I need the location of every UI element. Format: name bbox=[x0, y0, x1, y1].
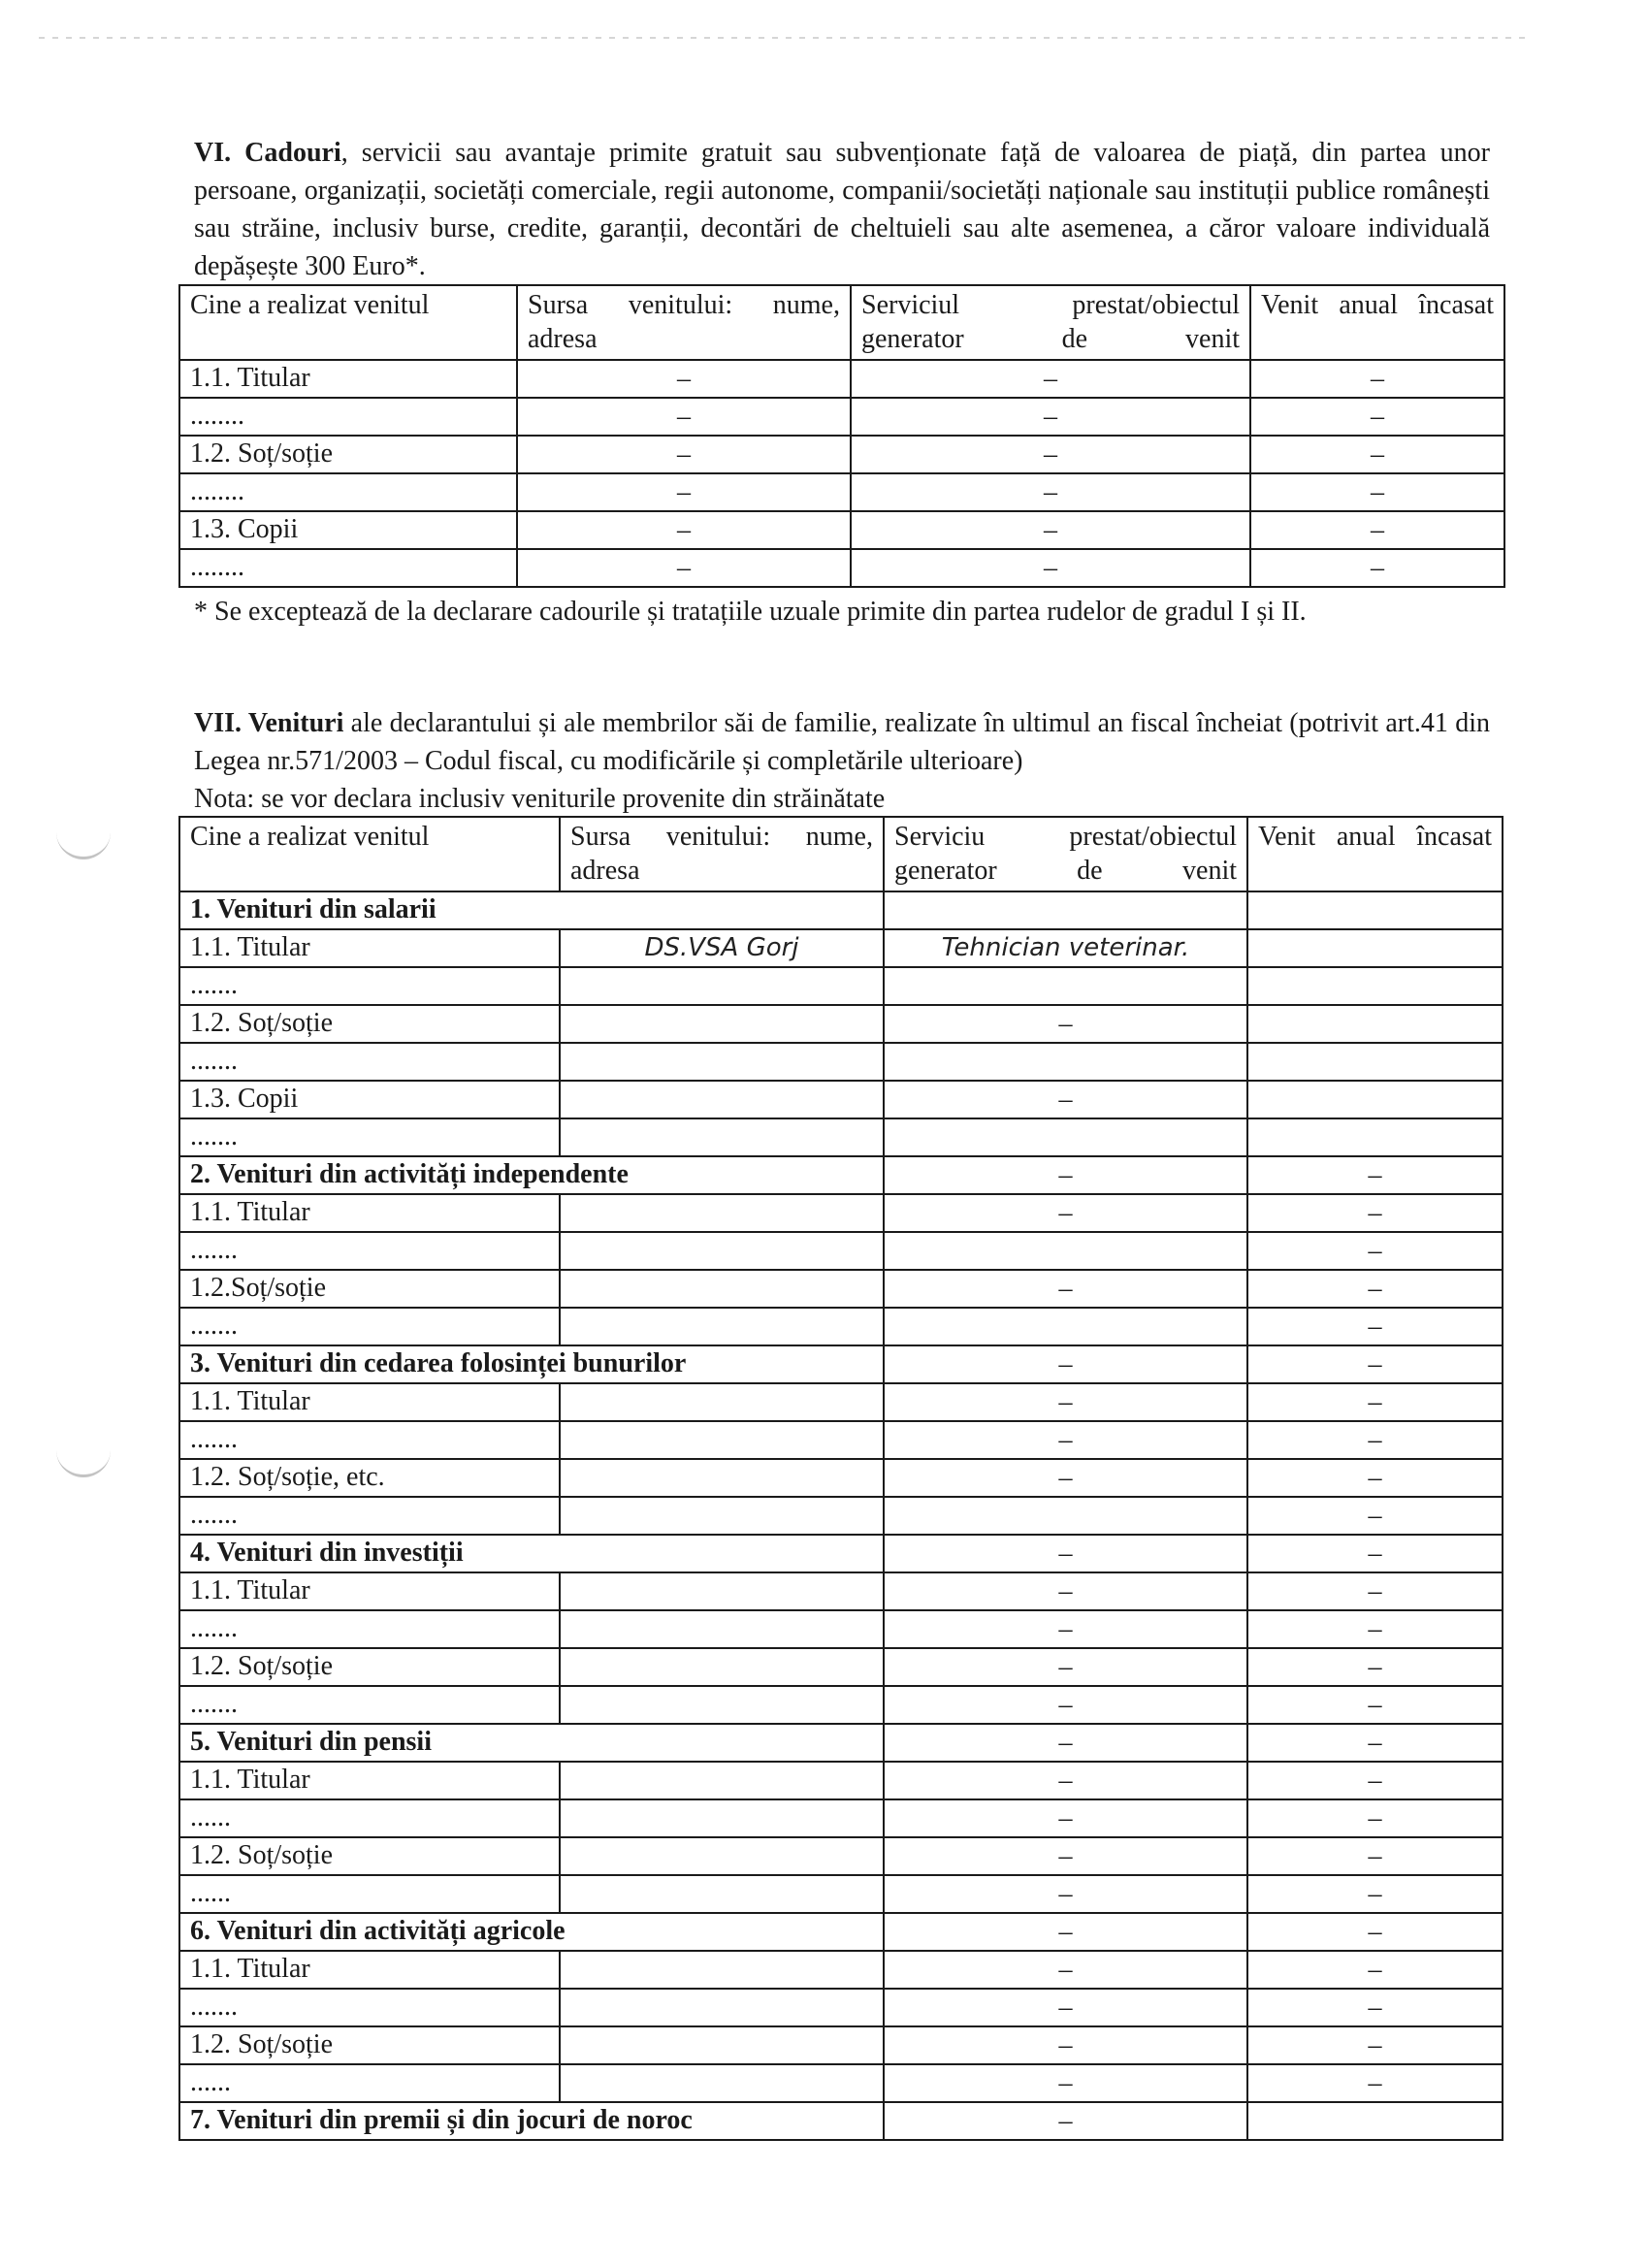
section-cell-value bbox=[1247, 2102, 1503, 2140]
section7-paragraph bbox=[194, 704, 1490, 780]
handwritten-source: DS.VSA Gorj bbox=[560, 929, 884, 967]
table-row bbox=[179, 2026, 1503, 2064]
section-row bbox=[179, 2102, 1503, 2140]
cell-value bbox=[1247, 1118, 1503, 1156]
cell-value bbox=[560, 1081, 884, 1118]
cell-value: – bbox=[1247, 1421, 1503, 1459]
cell-value: – bbox=[884, 1837, 1247, 1875]
table-row bbox=[179, 1762, 1503, 1799]
column-header: Cine a realizat venitul bbox=[179, 817, 560, 891]
cell-value: – bbox=[884, 2026, 1247, 2064]
table-row bbox=[179, 511, 1504, 549]
section-cell-value: – bbox=[1247, 1724, 1503, 1762]
cell-value bbox=[560, 1232, 884, 1270]
table-row bbox=[179, 1383, 1503, 1421]
table-row bbox=[179, 1572, 1503, 1610]
table-row bbox=[179, 1270, 1503, 1308]
table-row bbox=[179, 1799, 1503, 1837]
cell-value: – bbox=[884, 1610, 1247, 1648]
cell-value bbox=[560, 1686, 884, 1724]
section-cell-value: – bbox=[884, 1535, 1247, 1572]
cell-value bbox=[560, 1989, 884, 2026]
cell-value: – bbox=[1247, 1308, 1503, 1345]
cell-value bbox=[560, 1005, 884, 1043]
column-header: Cine a realizat venitul bbox=[179, 285, 517, 360]
cell-value: – bbox=[517, 436, 851, 473]
row-label: ....... bbox=[179, 1118, 560, 1156]
cell-value: – bbox=[884, 1989, 1247, 2026]
table-row bbox=[179, 549, 1504, 587]
cell-value bbox=[560, 967, 884, 1005]
cell-value bbox=[1247, 967, 1503, 1005]
cell-value: – bbox=[517, 511, 851, 549]
cell-value: – bbox=[1247, 1686, 1503, 1724]
row-label: 1.2.Soț/soție bbox=[179, 1270, 560, 1308]
punch-hole-mark bbox=[56, 1447, 111, 1477]
cell-value bbox=[560, 1610, 884, 1648]
table-row bbox=[179, 1459, 1503, 1497]
section-title: 7. Venituri din premii și din jocuri de noroc bbox=[179, 2102, 884, 2140]
cell-value bbox=[560, 1762, 884, 1799]
table-row bbox=[179, 1081, 1503, 1118]
cell-value bbox=[560, 1459, 884, 1497]
cell-value: – bbox=[884, 2064, 1247, 2102]
cell-value bbox=[560, 1194, 884, 1232]
cell-value: – bbox=[1247, 1610, 1503, 1648]
table-row bbox=[179, 1837, 1503, 1875]
table-row bbox=[179, 1497, 1503, 1535]
cell-value: – bbox=[1250, 360, 1504, 398]
section7-table bbox=[178, 816, 1504, 2141]
table-row bbox=[179, 1421, 1503, 1459]
row-label: ...... bbox=[179, 1799, 560, 1837]
cell-value: – bbox=[884, 1459, 1247, 1497]
table-row bbox=[179, 1875, 1503, 1913]
cell-value: – bbox=[1250, 436, 1504, 473]
table-row bbox=[179, 1648, 1503, 1686]
cell-value: – bbox=[1247, 1194, 1503, 1232]
cell-value: – bbox=[517, 473, 851, 511]
table-row bbox=[179, 360, 1504, 398]
section-cell-value: – bbox=[1247, 1913, 1503, 1951]
cell-value bbox=[560, 1497, 884, 1535]
row-label: ...... bbox=[179, 2064, 560, 2102]
table-row bbox=[179, 398, 1504, 436]
section7-heading: VII. Venituri bbox=[194, 708, 344, 738]
cell-value: – bbox=[1250, 549, 1504, 587]
row-label: 1.1. Titular bbox=[179, 1762, 560, 1799]
row-label: ....... bbox=[179, 1686, 560, 1724]
cell-value: – bbox=[851, 398, 1250, 436]
cell-value: – bbox=[1247, 1951, 1503, 1989]
cell-value: – bbox=[1247, 1989, 1503, 2026]
table-header-row bbox=[179, 817, 1503, 891]
cell-value: – bbox=[884, 1383, 1247, 1421]
cell-value bbox=[1247, 1005, 1503, 1043]
table-row bbox=[179, 1118, 1503, 1156]
cell-value: – bbox=[851, 549, 1250, 587]
cell-value: – bbox=[884, 1081, 1247, 1118]
row-label: 1.3. Copii bbox=[179, 511, 517, 549]
row-label: ....... bbox=[179, 1308, 560, 1345]
table-row bbox=[179, 1232, 1503, 1270]
cell-value: – bbox=[884, 1572, 1247, 1610]
section-cell-value: – bbox=[884, 1156, 1247, 1194]
row-label: 1.2. Soț/soție bbox=[179, 1837, 560, 1875]
column-header: Sursa venitului: nume, adresa bbox=[560, 817, 884, 891]
cell-value bbox=[560, 1383, 884, 1421]
row-label: ........ bbox=[179, 473, 517, 511]
punch-hole-mark bbox=[56, 829, 111, 859]
cell-value bbox=[560, 2026, 884, 2064]
row-label: 1.2. Soț/soție bbox=[179, 1648, 560, 1686]
cell-value: – bbox=[1250, 511, 1504, 549]
cell-value bbox=[560, 1951, 884, 1989]
cell-value: – bbox=[884, 1194, 1247, 1232]
cell-value: – bbox=[1250, 398, 1504, 436]
table-row bbox=[179, 1005, 1503, 1043]
section-cell-value: – bbox=[1247, 1535, 1503, 1572]
row-label: 1.2. Soț/soție bbox=[179, 2026, 560, 2064]
cell-value: – bbox=[1250, 473, 1504, 511]
cell-value: – bbox=[884, 1762, 1247, 1799]
row-label: 1.1. Titular bbox=[179, 1194, 560, 1232]
row-label: ....... bbox=[179, 1610, 560, 1648]
cell-value: – bbox=[1247, 1459, 1503, 1497]
section-cell-value bbox=[884, 891, 1247, 929]
cell-value bbox=[560, 1648, 884, 1686]
table-row bbox=[179, 1610, 1503, 1648]
section7-note: Nota: se vor declara inclusiv veniturile provenite din străinătate bbox=[194, 784, 886, 814]
cell-value: – bbox=[1247, 1497, 1503, 1535]
section-title: 6. Venituri din activități agricole bbox=[179, 1913, 884, 1951]
cell-value bbox=[560, 1837, 884, 1875]
table-row bbox=[179, 1308, 1503, 1345]
cell-value bbox=[560, 1043, 884, 1081]
row-label: 1.1. Titular bbox=[179, 360, 517, 398]
row-label: ....... bbox=[179, 1497, 560, 1535]
handwritten-service: Tehnician veterinar. bbox=[884, 929, 1247, 967]
row-label: ....... bbox=[179, 1989, 560, 2026]
cell-value bbox=[884, 1118, 1247, 1156]
section-cell-value: – bbox=[1247, 1345, 1503, 1383]
cell-value bbox=[884, 1043, 1247, 1081]
column-header: Sursa venitului: nume, adresa bbox=[517, 285, 851, 360]
cell-value bbox=[560, 1308, 884, 1345]
cell-value: – bbox=[517, 398, 851, 436]
cell-value bbox=[560, 1270, 884, 1308]
cell-value bbox=[884, 1308, 1247, 1345]
table-row bbox=[179, 929, 1503, 967]
scan-edge-artifact bbox=[39, 37, 1533, 39]
section-title: 3. Venituri din cedarea folosinței bunurilor bbox=[179, 1345, 884, 1383]
cell-value bbox=[884, 967, 1247, 1005]
cell-value bbox=[1247, 929, 1503, 967]
cell-value: – bbox=[1247, 1762, 1503, 1799]
section-row bbox=[179, 1345, 1503, 1383]
cell-value: – bbox=[884, 1686, 1247, 1724]
row-label: 1.2. Soț/soție bbox=[179, 436, 517, 473]
cell-value: – bbox=[1247, 1837, 1503, 1875]
section-cell-value: – bbox=[884, 2102, 1247, 2140]
table-row bbox=[179, 2064, 1503, 2102]
column-header: Venit anual încasat bbox=[1250, 285, 1504, 360]
section6-paragraph bbox=[194, 134, 1490, 285]
cell-value: – bbox=[1247, 1270, 1503, 1308]
table-row bbox=[179, 1686, 1503, 1724]
section-title: 2. Venituri din activități independente bbox=[179, 1156, 884, 1194]
cell-value bbox=[560, 1875, 884, 1913]
section6-table bbox=[178, 284, 1505, 588]
cell-value: – bbox=[1247, 1648, 1503, 1686]
cell-value: – bbox=[884, 1875, 1247, 1913]
cell-value: – bbox=[851, 436, 1250, 473]
cell-value: – bbox=[884, 1799, 1247, 1837]
row-label: 1.1. Titular bbox=[179, 1951, 560, 1989]
cell-value: – bbox=[1247, 1232, 1503, 1270]
section-cell-value: – bbox=[884, 1345, 1247, 1383]
cell-value bbox=[884, 1232, 1247, 1270]
section6-heading: VI. Cadouri bbox=[194, 138, 341, 168]
cell-value: – bbox=[884, 1421, 1247, 1459]
cell-value: – bbox=[1247, 1383, 1503, 1421]
section-title: 1. Venituri din salarii bbox=[179, 891, 884, 929]
cell-value: – bbox=[884, 1270, 1247, 1308]
section7-text: ale declarantului și ale membrilor săi de familie, realizate în ultimul an fiscal încheiat (potrivit art.41 din Legea nr.571/2003 – Codul fiscal, cu modificările și completările ulterioare) bbox=[194, 708, 1490, 776]
cell-value: – bbox=[851, 473, 1250, 511]
table-header-row bbox=[179, 285, 1504, 360]
row-label: ........ bbox=[179, 549, 517, 587]
table-row bbox=[179, 1043, 1503, 1081]
section-row bbox=[179, 1724, 1503, 1762]
column-header: Serviciul prestat/obiectul generator de venit bbox=[851, 285, 1250, 360]
row-label: 1.1. Titular bbox=[179, 929, 560, 967]
cell-value: – bbox=[884, 1005, 1247, 1043]
row-label: ....... bbox=[179, 1421, 560, 1459]
cell-value: – bbox=[517, 360, 851, 398]
cell-value bbox=[884, 1497, 1247, 1535]
table-row bbox=[179, 1989, 1503, 2026]
cell-value: – bbox=[851, 360, 1250, 398]
table-row bbox=[179, 1951, 1503, 1989]
table-row bbox=[179, 967, 1503, 1005]
row-label: ....... bbox=[179, 967, 560, 1005]
cell-value: – bbox=[884, 1648, 1247, 1686]
row-label: ...... bbox=[179, 1875, 560, 1913]
cell-value: – bbox=[1247, 1572, 1503, 1610]
section-cell-value: – bbox=[884, 1913, 1247, 1951]
section6-footnote: * Se exceptează de la declarare cadourile și tratațiile uzuale primite din partea rudelor de gradul I și II. bbox=[194, 597, 1307, 627]
row-label: 1.1. Titular bbox=[179, 1572, 560, 1610]
cell-value bbox=[560, 1421, 884, 1459]
cell-value: – bbox=[1247, 1875, 1503, 1913]
section6-text: , servicii sau avantaje primite gratuit sau subvenționate față de valoarea de piață, din partea unor persoane, organizații, societăți comerciale, regii autonome, companii/societăți naționale sau instituții publice românești sau străine, inclusiv burse, credite, garanții, decontări de cheltuieli sau alte asemenea, a căror valoare individuală depășește 300 Euro*. bbox=[194, 138, 1490, 281]
section-title: 5. Venituri din pensii bbox=[179, 1724, 884, 1762]
section-row bbox=[179, 1535, 1503, 1572]
cell-value: – bbox=[1247, 2064, 1503, 2102]
table-row bbox=[179, 1194, 1503, 1232]
row-label: 1.1. Titular bbox=[179, 1383, 560, 1421]
cell-value: – bbox=[1247, 1799, 1503, 1837]
table-row bbox=[179, 473, 1504, 511]
cell-value bbox=[560, 2064, 884, 2102]
cell-value bbox=[560, 1572, 884, 1610]
row-label: ........ bbox=[179, 398, 517, 436]
section-row bbox=[179, 1913, 1503, 1951]
table-row bbox=[179, 436, 1504, 473]
cell-value bbox=[560, 1799, 884, 1837]
section-row bbox=[179, 891, 1503, 929]
section-cell-value bbox=[1247, 891, 1503, 929]
column-header: Venit anual încasat bbox=[1247, 817, 1503, 891]
row-label: 1.2. Soț/soție, etc. bbox=[179, 1459, 560, 1497]
row-label: ....... bbox=[179, 1232, 560, 1270]
cell-value bbox=[1247, 1081, 1503, 1118]
cell-value: – bbox=[1247, 2026, 1503, 2064]
row-label: ....... bbox=[179, 1043, 560, 1081]
cell-value: – bbox=[884, 1951, 1247, 1989]
cell-value bbox=[560, 1118, 884, 1156]
cell-value: – bbox=[851, 511, 1250, 549]
row-label: 1.3. Copii bbox=[179, 1081, 560, 1118]
cell-value: – bbox=[517, 549, 851, 587]
cell-value bbox=[1247, 1043, 1503, 1081]
section-cell-value: – bbox=[884, 1724, 1247, 1762]
row-label: 1.2. Soț/soție bbox=[179, 1005, 560, 1043]
section-cell-value: – bbox=[1247, 1156, 1503, 1194]
section-row bbox=[179, 1156, 1503, 1194]
column-header: Serviciu prestat/obiectul generator de venit bbox=[884, 817, 1247, 891]
section-title: 4. Venituri din investiții bbox=[179, 1535, 884, 1572]
